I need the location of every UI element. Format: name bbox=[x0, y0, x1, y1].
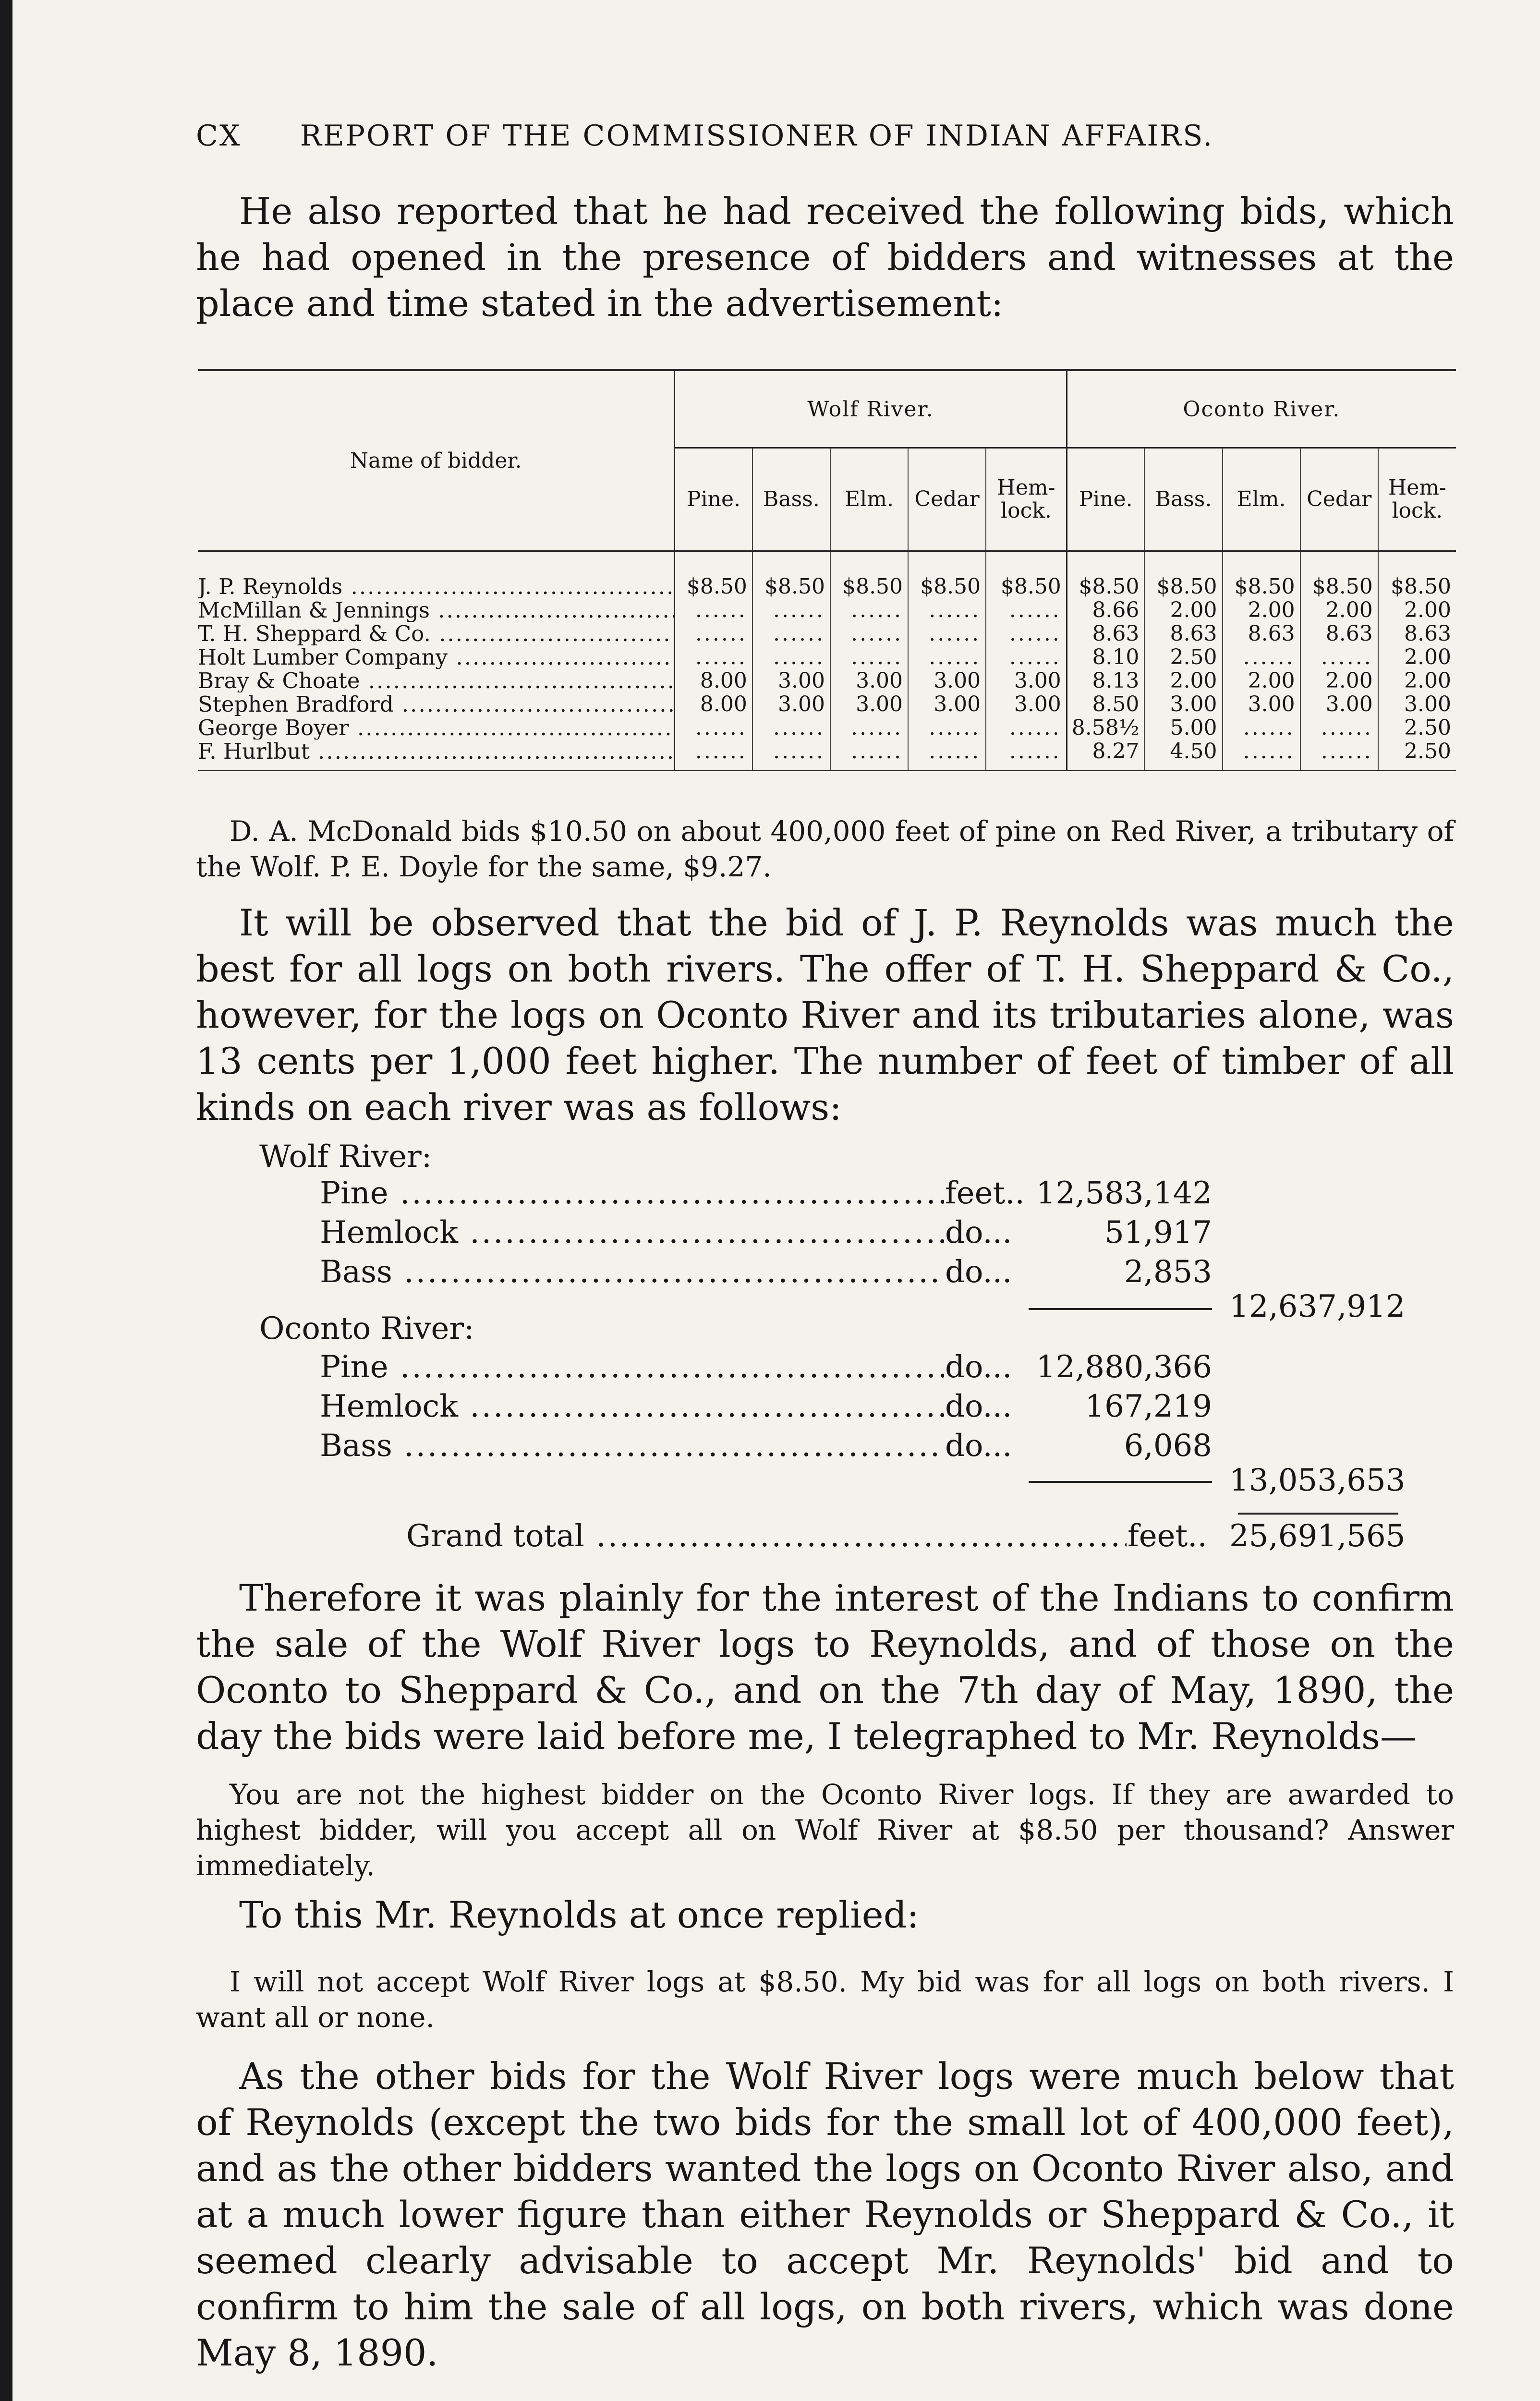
bid-cell: 8.63 bbox=[1144, 622, 1222, 645]
wolf-item-amount: 12,583,142 bbox=[1036, 1176, 1212, 1211]
bid-cell: $8.50 bbox=[1300, 575, 1378, 598]
bid-cell bbox=[830, 622, 908, 645]
bid-cell: 3.00 bbox=[830, 692, 908, 716]
wolf-river-total: 12,637,912 bbox=[1229, 1289, 1406, 1324]
bid-cell bbox=[675, 716, 752, 740]
wolf-item-label: Bass ..... bbox=[320, 1254, 944, 1290]
bid-cell bbox=[1300, 645, 1378, 669]
oconto-item-unit: do... bbox=[945, 1428, 1012, 1464]
wolf-river-group-header: Wolf River. bbox=[675, 370, 1067, 448]
therefore-paragraph: Therefore it was plainly for the interest of the Indians to confirm the sale of the Wolf River logs to Reynolds, and of those on the Oconto to Sheppard & Co., and on the 7th day of May, 1890, the day the bids were laid before me, I telegraphed to Mr. Reynolds— bbox=[196, 1576, 1454, 1758]
scan-border-left bbox=[0, 0, 12, 2401]
bidder-name: Bray & Choate ..... bbox=[198, 669, 675, 692]
bidder-name: F. Hurlbut ..... bbox=[198, 740, 675, 771]
bid-cell bbox=[675, 622, 752, 645]
wolf-hemlock-header: Hem-lock. bbox=[986, 448, 1067, 551]
reply-quote: I will not accept Wolf River logs at $8.50. My bid was for all logs on both rivers. I want all or none. bbox=[196, 1965, 1454, 2034]
observation-paragraph: It will be observed that the bid of J. P. Reynolds was much the best for all logs on both rivers. The offer of T. H. Sheppard & Co., however, for the logs on Oconto River and its tributaries alone, was 13 cents per 1,000 feet higher. The number of feet of timber of all kinds on each river was as follows: bbox=[196, 901, 1454, 1128]
bid-cell bbox=[986, 716, 1067, 740]
bid-cell: 2.50 bbox=[1144, 645, 1222, 669]
oconto-bass-header: Bass. bbox=[1144, 448, 1222, 551]
bid-cell: 2.00 bbox=[1144, 598, 1222, 622]
wolf-pine-header: Pine. bbox=[675, 448, 752, 551]
bid-cell: 2.00 bbox=[1300, 598, 1378, 622]
bid-cell: 8.50 bbox=[1067, 692, 1144, 716]
bid-cell: $8.50 bbox=[986, 575, 1067, 598]
intro-paragraph: He also reported that he had received the following bids, which he had opened in the presence of bidders and witnesses at the place and time stated in the advertisement: bbox=[196, 190, 1454, 325]
bid-cell bbox=[908, 716, 986, 740]
grand-total-unit: feet.. bbox=[1128, 1518, 1207, 1554]
bid-cell bbox=[908, 740, 986, 771]
bid-cell: 3.00 bbox=[830, 669, 908, 692]
wolf-item-amount: 2,853 bbox=[1124, 1254, 1212, 1290]
bid-cell: 8.00 bbox=[675, 692, 752, 716]
table-row bbox=[198, 598, 1456, 622]
bid-cell: 3.00 bbox=[1300, 692, 1378, 716]
bid-cell bbox=[752, 716, 830, 740]
bid-cell: $8.50 bbox=[752, 575, 830, 598]
bid-cell: $8.50 bbox=[1067, 575, 1144, 598]
grand-total-amount: 25,691,565 bbox=[1229, 1518, 1406, 1554]
bid-cell: 2.00 bbox=[1378, 598, 1456, 622]
bidder-name: McMillan & Jennings ..... bbox=[198, 598, 675, 622]
wolf-river-heading: Wolf River: bbox=[259, 1139, 432, 1175]
table-row bbox=[198, 740, 1456, 771]
bid-cell bbox=[830, 716, 908, 740]
bidder-name: George Boyer ..... bbox=[198, 716, 675, 740]
bid-cell: 8.27 bbox=[1067, 740, 1144, 771]
table-row bbox=[198, 622, 1456, 645]
bidder-name: Holt Lumber Company ..... bbox=[198, 645, 675, 669]
bid-cell bbox=[986, 622, 1067, 645]
oconto-item-label: Hemlock ..... bbox=[320, 1389, 944, 1424]
wolf-cedar-header: Cedar bbox=[908, 448, 986, 551]
bid-cell bbox=[908, 645, 986, 669]
bid-cell: 8.63 bbox=[1223, 622, 1300, 645]
oconto-cedar-header: Cedar bbox=[1300, 448, 1378, 551]
bid-cell: 8.10 bbox=[1067, 645, 1144, 669]
bid-cell: 4.50 bbox=[1144, 740, 1222, 771]
bid-cell bbox=[1223, 645, 1300, 669]
oconto-item-amount: 167,219 bbox=[1085, 1389, 1212, 1424]
page-number: CX bbox=[196, 119, 242, 153]
oconto-item-label: Pine ..... bbox=[320, 1349, 944, 1385]
bid-cell: $8.50 bbox=[675, 575, 752, 598]
bid-cell bbox=[752, 598, 830, 622]
table-row bbox=[198, 716, 1456, 740]
bid-cell: 8.63 bbox=[1300, 622, 1378, 645]
oconto-item-unit: do... bbox=[945, 1349, 1012, 1385]
bid-cell: 3.00 bbox=[752, 669, 830, 692]
bid-cell: 8.13 bbox=[1067, 669, 1144, 692]
bidder-name: Stephen Bradford ..... bbox=[198, 692, 675, 716]
bid-cell: 8.66 bbox=[1067, 598, 1144, 622]
wolf-elm-header: Elm. bbox=[830, 448, 908, 551]
bids-table bbox=[198, 369, 1456, 771]
bid-cell: 3.00 bbox=[908, 692, 986, 716]
oconto-hemlock-header: Hem-lock. bbox=[1378, 448, 1456, 551]
wolf-item-amount: 51,917 bbox=[1104, 1215, 1212, 1250]
bid-cell bbox=[1223, 716, 1300, 740]
bid-cell bbox=[1300, 740, 1378, 771]
bid-cell bbox=[675, 740, 752, 771]
bid-cell: 2.00 bbox=[1300, 669, 1378, 692]
bid-cell: $8.50 bbox=[1223, 575, 1300, 598]
wolf-bass-header: Bass. bbox=[752, 448, 830, 551]
wolf-item-label: Hemlock ..... bbox=[320, 1215, 944, 1250]
bid-cell bbox=[908, 598, 986, 622]
wolf-item-unit: feet.. bbox=[945, 1176, 1025, 1211]
bid-cell: 2.00 bbox=[1144, 669, 1222, 692]
bid-cell: 8.63 bbox=[1067, 622, 1144, 645]
bid-cell: $8.50 bbox=[1378, 575, 1456, 598]
bid-cell: 3.00 bbox=[1144, 692, 1222, 716]
bid-cell: 3.00 bbox=[752, 692, 830, 716]
oconto-elm-header: Elm. bbox=[1223, 448, 1300, 551]
bid-cell: 2.00 bbox=[1223, 669, 1300, 692]
bid-cell: $8.50 bbox=[1144, 575, 1222, 598]
bid-cell bbox=[752, 645, 830, 669]
bid-cell: 2.50 bbox=[1378, 716, 1456, 740]
table-row bbox=[198, 575, 1456, 598]
wolf-item-unit: do... bbox=[945, 1254, 1012, 1290]
bid-cell bbox=[986, 740, 1067, 771]
oconto-river-group-header: Oconto River. bbox=[1067, 370, 1456, 448]
bid-cell: 2.50 bbox=[1378, 740, 1456, 771]
table-row bbox=[198, 645, 1456, 669]
page-header-title: REPORT OF THE COMMISSIONER OF INDIAN AFFAIRS. bbox=[300, 119, 1214, 153]
bid-cell: 2.00 bbox=[1378, 645, 1456, 669]
telegram-quote: You are not the highest bidder on the Oconto River logs. If they are awarded to highest bidder, will you accept all on Wolf River at $8.50 per thousand? Answer immediately. bbox=[196, 1778, 1454, 1882]
bid-cell: 3.00 bbox=[986, 692, 1067, 716]
bid-cell bbox=[675, 598, 752, 622]
bid-cell: 8.63 bbox=[1378, 622, 1456, 645]
bid-cell bbox=[830, 740, 908, 771]
table-row bbox=[198, 692, 1456, 716]
bid-cell bbox=[675, 645, 752, 669]
bid-cell: 8.00 bbox=[675, 669, 752, 692]
oconto-item-unit: do... bbox=[945, 1389, 1012, 1424]
wolf-item-label: Pine ..... bbox=[320, 1176, 944, 1211]
bid-cell bbox=[908, 622, 986, 645]
bid-cell: $8.50 bbox=[908, 575, 986, 598]
bidder-name: T. H. Sheppard & Co. ..... bbox=[198, 622, 675, 645]
bid-cell bbox=[1300, 716, 1378, 740]
oconto-item-amount: 6,068 bbox=[1124, 1428, 1212, 1464]
bid-cell: 3.00 bbox=[986, 669, 1067, 692]
bid-cell: 8.58½ bbox=[1067, 716, 1144, 740]
oconto-pine-header: Pine. bbox=[1067, 448, 1144, 551]
bid-cell bbox=[830, 598, 908, 622]
wolf-subtotal-rule bbox=[1029, 1308, 1212, 1310]
grand-total-rule bbox=[1238, 1513, 1398, 1515]
bid-cell: 5.00 bbox=[1144, 716, 1222, 740]
bidder-name: J. P. Reynolds ..... bbox=[198, 575, 675, 598]
table-footnote: D. A. McDonald bids $10.50 on about 400,000 feet of pine on Red River, a tributary of the Wolf. P. E. Doyle for the same, $9.27. bbox=[196, 815, 1454, 883]
final-paragraph: As the other bids for the Wolf River logs were much below that of Reynolds (except the two bids for the small lot of 400,000 feet), and as the other bidders wanted the logs on Oconto River also, and at a much lower figure than either Reynolds or Sheppard & Co., it seemed clearly advisable to accept Mr. Reynolds' bid and to confirm to him the sale of all logs, on both rivers, which was done May 8, 1890. bbox=[196, 2055, 1454, 2374]
bid-cell: 3.00 bbox=[908, 669, 986, 692]
bid-cell bbox=[752, 740, 830, 771]
bid-cell: $8.50 bbox=[830, 575, 908, 598]
wolf-item-unit: do... bbox=[945, 1215, 1012, 1250]
table-row bbox=[198, 669, 1456, 692]
bid-cell: 3.00 bbox=[1223, 692, 1300, 716]
bid-cell bbox=[752, 622, 830, 645]
running-head bbox=[196, 119, 1464, 153]
name-of-bidder-header: Name of bidder. bbox=[198, 370, 675, 551]
bid-cell bbox=[986, 598, 1067, 622]
oconto-river-total: 13,053,653 bbox=[1229, 1463, 1406, 1498]
bid-cell bbox=[830, 645, 908, 669]
oconto-subtotal-rule bbox=[1029, 1481, 1212, 1483]
bid-cell bbox=[986, 645, 1067, 669]
oconto-river-heading: Oconto River: bbox=[259, 1311, 474, 1346]
bid-cell bbox=[1223, 740, 1300, 771]
bid-cell: 3.00 bbox=[1378, 692, 1456, 716]
grand-total-label: Grand total ..... bbox=[406, 1518, 1127, 1554]
oconto-item-label: Bass ..... bbox=[320, 1428, 944, 1464]
bid-cell: 2.00 bbox=[1378, 669, 1456, 692]
bid-cell: 2.00 bbox=[1223, 598, 1300, 622]
oconto-item-amount: 12,880,366 bbox=[1036, 1349, 1212, 1385]
reply-intro: To this Mr. Reynolds at once replied: bbox=[239, 1893, 919, 1936]
